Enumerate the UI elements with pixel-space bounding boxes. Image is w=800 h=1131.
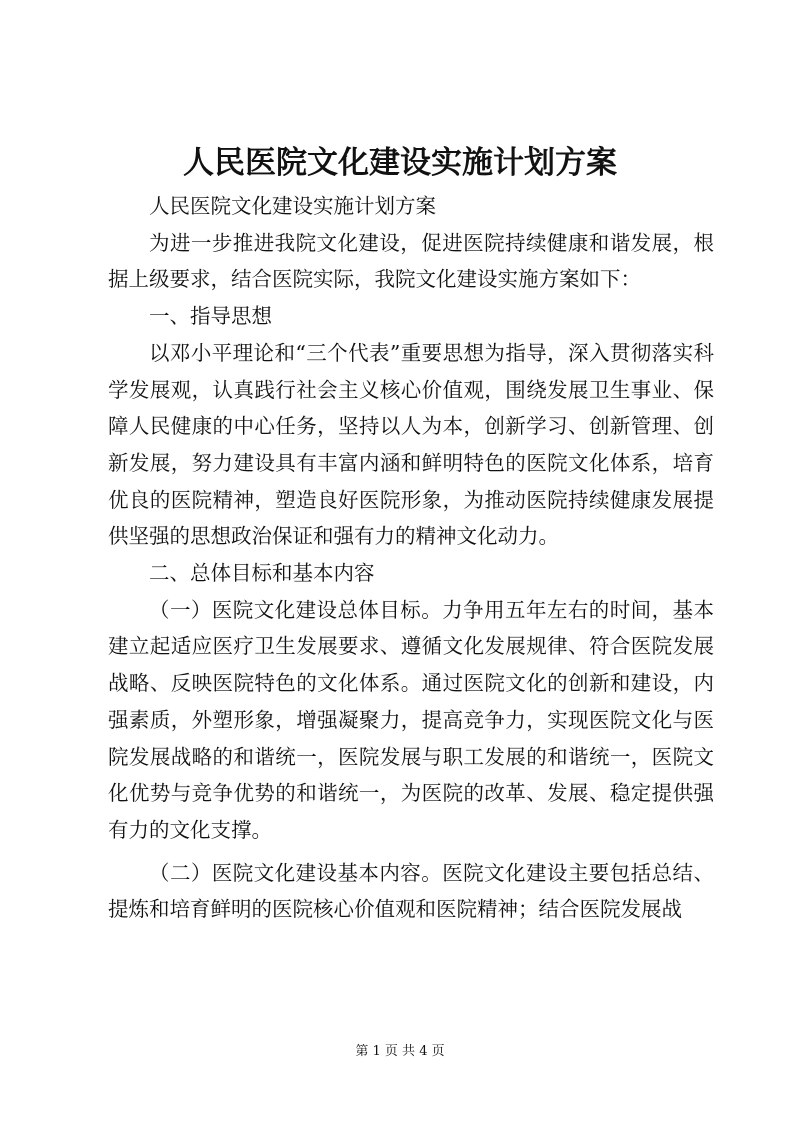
section-heading-goals: 二、总体目标和基本内容 — [149, 561, 375, 586]
page-title: 人民医院文化建设实施计划方案 — [183, 145, 617, 181]
subtitle-paragraph: 人民医院文化建设实施计划方案 — [149, 194, 436, 218]
document-body — [108, 188, 714, 928]
basic-content-paragraph: （二）医院文化建设基本内容。医院文化建设主要包括总结、提炼和培育鲜明的医院核心价值观和医院精神；结合医院发展战 — [108, 860, 714, 922]
guiding-thought-paragraph: 以邓小平理论和“三个代表”重要思想为指导，深入贯彻落实科学发展观，认真践行社会主义核心价值观，围绕发展卫生事业、保障人民健康的中心任务，坚持以人为本，创新学习、创新管理、创新发展，努力建设具有丰富内涵和鲜明特色的医院文化体系，培育优良的医院精神，塑造良好医院形象，为推动医院持续健康发展提供坚强的思想政治保证和强有力的精神文化动力。 — [108, 340, 714, 549]
intro-paragraph: 为进一步推进我院文化建设，促进医院持续健康和谐发展，根据上级要求，结合医院实际，我院文化建设实施方案如下： — [108, 230, 714, 292]
section-heading-guiding-thought: 一、指导思想 — [149, 304, 272, 329]
page-footer: 第 1 页 共 4 页 — [355, 1044, 445, 1059]
overall-goal-paragraph: （一）医院文化建设总体目标。力争用五年左右的时间，基本建立起适应医疗卫生发展要求、遵循文化发展规律、符合医院发展战略、反映医院特色的文化体系。通过医院文化的创新和建设，内强素质，外塑形象，增强凝聚力，提高竞争力，实现医院文化与医院发展战略的和谐统一，医院发展与职工发展的和谐统一，医院文化优势与竞争优势的和谐统一，为医院的改革、发展、稳定提供强有力的文化支撑。 — [108, 597, 714, 842]
